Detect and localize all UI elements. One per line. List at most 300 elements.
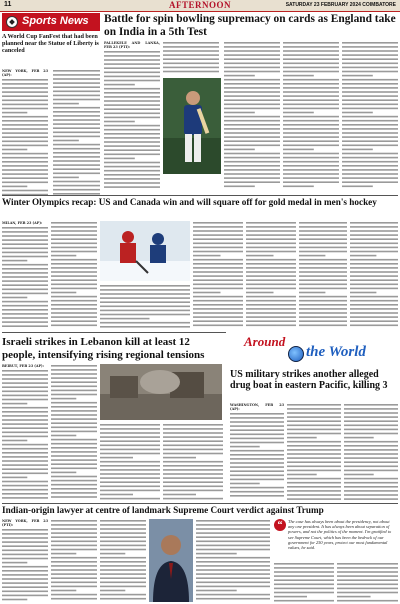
text-line: [2, 477, 27, 479]
text-line: [283, 91, 339, 93]
text-line: [299, 312, 347, 314]
text-line: [274, 584, 334, 586]
main-body-col3: [224, 41, 280, 189]
text-line: [299, 279, 347, 281]
text-line: [2, 599, 27, 601]
text-line: [2, 382, 48, 384]
text-line: [287, 461, 341, 463]
text-line: [163, 477, 223, 479]
text-line: [299, 247, 347, 249]
text-line: [274, 596, 307, 598]
text-line: [350, 234, 398, 236]
text-line: [287, 437, 317, 439]
text-line: [53, 123, 100, 125]
text-line: [344, 449, 398, 451]
text-line: [196, 553, 237, 555]
text-line: [342, 54, 398, 56]
text-line: [100, 445, 160, 447]
text-line: [350, 271, 398, 273]
text-line: [350, 300, 398, 302]
text-line: [51, 230, 97, 232]
body-text-lines: [2, 528, 48, 602]
text-line: [283, 153, 339, 155]
body-text-lines: [230, 412, 284, 501]
body-text-lines: [2, 78, 48, 196]
text-line: [193, 238, 243, 240]
text-line: [196, 532, 270, 534]
text-line: [196, 569, 270, 571]
text-line: [163, 486, 223, 488]
main-dateline: PALLEKELE AND LANKA, FEB 23 (PTI):: [104, 41, 160, 50]
body-text-lines: [342, 41, 398, 189]
lebanon-strike-photo: [100, 364, 222, 420]
text-line: [104, 186, 160, 188]
text-line: [2, 436, 48, 438]
text-line: [100, 524, 146, 526]
text-line: [2, 301, 48, 303]
pull-quote-text: The case has always been about the presidency, not about any one president. It has always been about separation of powers, and not the politics of the moment. I'm gratified to see Supreme Court, which has been the bedrock of our government for 250 years, protect our most fundamental values, he said.: [288, 519, 392, 551]
text-line: [51, 447, 97, 449]
text-line: [2, 256, 48, 258]
text-line: [283, 99, 339, 101]
text-line: [2, 440, 27, 442]
text-line: [2, 370, 48, 372]
sports-news-article: [2, 13, 100, 196]
text-line: [287, 416, 341, 418]
text-line: [193, 308, 243, 310]
text-line: [2, 493, 48, 495]
indian-dateline: NEW YORK, FEB 23 (PTI):: [2, 519, 48, 528]
text-line: [224, 112, 255, 114]
text-line: [100, 461, 160, 463]
text-line: [100, 494, 133, 496]
text-line: [2, 403, 27, 405]
body-text-lines: [283, 41, 339, 189]
text-line: [2, 562, 27, 564]
text-line: [104, 51, 160, 53]
text-line: [230, 454, 284, 456]
text-line: [51, 451, 97, 453]
text-line: [274, 588, 334, 590]
text-line: [51, 459, 97, 461]
text-line: [2, 260, 27, 262]
text-line: [2, 297, 27, 299]
text-line: [2, 186, 27, 188]
text-line: [224, 173, 280, 175]
text-line: [283, 124, 339, 126]
text-line: [2, 83, 48, 85]
text-line: [193, 263, 243, 265]
text-line: [224, 71, 280, 73]
text-line: [51, 402, 97, 404]
text-line: [100, 490, 160, 492]
text-line: [100, 457, 133, 459]
indian-lawyer-headline: Indian-origin lawyer at centre of landmark Supreme Court verdict against Trump: [2, 505, 324, 515]
text-line: [163, 432, 223, 434]
olympics-body-col4: [193, 221, 243, 329]
text-line: [100, 314, 190, 316]
text-line: [246, 255, 274, 257]
text-line: [163, 457, 196, 459]
text-line: [2, 423, 48, 425]
text-line: [342, 75, 373, 77]
text-line: [2, 468, 48, 470]
text-line: [51, 308, 97, 310]
text-line: [2, 182, 48, 184]
text-line: [342, 99, 398, 101]
text-line: [51, 582, 97, 584]
text-line: [2, 169, 48, 171]
text-line: [344, 412, 398, 414]
text-line: [224, 161, 280, 163]
text-line: [53, 144, 100, 146]
text-line: [287, 433, 341, 435]
text-line: [104, 55, 160, 57]
text-line: [51, 222, 97, 224]
body-text-lines: [53, 69, 100, 196]
text-line: [283, 169, 339, 171]
text-line: [2, 452, 48, 454]
text-line: [53, 160, 100, 162]
text-line: [246, 259, 296, 261]
text-line: [100, 285, 190, 287]
text-line: [350, 222, 398, 224]
text-line: [246, 243, 296, 245]
text-line: [53, 148, 100, 150]
text-line: [344, 429, 398, 431]
text-line: [51, 427, 97, 429]
text-line: [163, 58, 219, 60]
text-line: [163, 490, 223, 492]
text-line: [53, 78, 100, 80]
text-line: [230, 446, 260, 448]
text-line: [283, 149, 314, 151]
text-line: [51, 590, 76, 592]
text-line: [342, 112, 373, 114]
text-line: [104, 166, 160, 168]
text-line: [299, 230, 347, 232]
text-line: [230, 483, 260, 485]
text-line: [196, 594, 270, 596]
text-line: [51, 263, 97, 265]
text-line: [342, 149, 373, 151]
text-line: [51, 410, 97, 412]
text-line: [246, 247, 296, 249]
text-line: [53, 185, 100, 187]
text-line: [51, 594, 97, 596]
text-line: [2, 411, 48, 413]
text-line: [2, 153, 48, 155]
text-line: [224, 157, 280, 159]
text-line: [163, 465, 223, 467]
text-line: [104, 170, 160, 172]
text-line: [2, 280, 48, 282]
text-line: [342, 42, 398, 44]
text-line: [337, 596, 371, 598]
text-line: [51, 365, 97, 367]
text-line: [283, 46, 339, 48]
text-line: [350, 325, 398, 327]
text-line: [2, 460, 48, 462]
text-line: [230, 434, 284, 436]
text-line: [299, 259, 347, 261]
text-line: [53, 156, 100, 158]
text-line: [299, 226, 347, 228]
text-line: [283, 58, 339, 60]
text-line: [344, 408, 398, 410]
text-line: [51, 243, 97, 245]
text-line: [342, 186, 373, 188]
text-line: [350, 255, 376, 257]
text-line: [193, 279, 243, 281]
text-line: [344, 404, 398, 406]
text-line: [100, 289, 190, 291]
text-line: [2, 248, 48, 250]
text-line: [224, 116, 280, 118]
text-line: [196, 598, 270, 600]
text-line: [104, 72, 160, 74]
text-line: [163, 469, 223, 471]
text-line: [100, 453, 160, 455]
us-body-col1: [230, 403, 284, 501]
text-line: [53, 70, 100, 72]
text-line: [230, 442, 284, 444]
text-line: [350, 288, 398, 290]
text-line: [274, 600, 334, 602]
text-line: [104, 162, 160, 164]
text-line: [2, 272, 48, 274]
text-line: [246, 222, 296, 224]
text-line: [51, 492, 97, 494]
text-line: [100, 440, 160, 442]
text-line: [100, 536, 146, 538]
text-line: [104, 178, 160, 180]
text-line: [350, 296, 398, 298]
masthead-bar: [0, 0, 400, 12]
text-line: [287, 441, 341, 443]
text-line: [2, 293, 48, 295]
text-line: [224, 153, 280, 155]
text-line: [246, 296, 296, 298]
text-line: [53, 119, 100, 121]
text-line: [193, 226, 243, 228]
text-line: [283, 181, 339, 183]
text-line: [224, 42, 280, 44]
text-line: [350, 284, 398, 286]
text-line: [2, 289, 48, 291]
text-line: [100, 449, 160, 451]
text-line: [196, 577, 270, 579]
text-line: [193, 271, 243, 273]
text-line: [283, 42, 339, 44]
text-line: [2, 541, 48, 543]
around-label: Around: [244, 334, 286, 349]
text-line: [342, 120, 398, 122]
text-line: [100, 436, 160, 438]
text-line: [342, 91, 398, 93]
text-line: [2, 161, 48, 163]
text-line: [287, 486, 341, 488]
text-line: [53, 99, 100, 101]
body-text-lines: [246, 221, 296, 329]
us-dateline: WASHINGTON, FEB 23 (AP):: [230, 403, 284, 412]
text-line: [193, 251, 243, 253]
text-line: [2, 79, 48, 81]
text-line: [283, 112, 314, 114]
text-line: [104, 158, 135, 160]
text-line: [283, 108, 339, 110]
text-line: [193, 288, 243, 290]
text-line: [51, 414, 97, 416]
text-line: [100, 465, 160, 467]
text-line: [344, 457, 398, 459]
olympics-body-col2: [51, 221, 97, 329]
us-body-col2: [287, 403, 341, 501]
text-line: [283, 83, 339, 85]
text-line: [51, 312, 97, 314]
text-line: [51, 435, 76, 437]
text-line: [100, 549, 146, 551]
pull-quote: [274, 519, 398, 559]
israel-headline: Israeli strikes in Lebanon kill at least 12 people, intensifying rising regional tensions: [2, 336, 205, 361]
text-line: [2, 374, 48, 376]
text-line: [342, 165, 398, 167]
text-line: [51, 553, 76, 555]
text-line: [51, 536, 97, 538]
text-line: [342, 173, 398, 175]
body-text-lines: [2, 226, 48, 329]
text-line: [2, 116, 48, 118]
text-line: [163, 428, 223, 430]
body-text-lines: [2, 369, 48, 500]
text-line: [163, 498, 223, 500]
sports-body-col2: [53, 69, 100, 196]
text-line: [224, 177, 280, 179]
text-line: [344, 474, 374, 476]
text-line: [53, 177, 79, 179]
text-line: [350, 292, 376, 294]
text-line: [246, 251, 296, 253]
text-line: [246, 267, 296, 269]
text-line: [224, 95, 280, 97]
text-line: [104, 145, 160, 147]
text-line: [196, 549, 270, 551]
text-line: [342, 153, 398, 155]
text-line: [104, 68, 160, 70]
text-line: [350, 247, 398, 249]
text-line: [2, 550, 48, 552]
lawyer-portrait-photo: [149, 519, 193, 602]
text-line: [51, 247, 97, 249]
text-line: [104, 121, 135, 123]
text-line: [163, 436, 223, 438]
text-line: [342, 46, 398, 48]
text-line: [2, 108, 48, 110]
text-line: [283, 104, 339, 106]
text-line: [350, 279, 398, 281]
text-line: [274, 567, 334, 569]
text-line: [2, 595, 48, 597]
text-line: [299, 238, 347, 240]
text-line: [230, 462, 284, 464]
text-line: [2, 243, 48, 245]
text-line: [100, 432, 160, 434]
text-line: [193, 247, 243, 249]
text-line: [2, 235, 48, 237]
text-line: [287, 457, 341, 459]
text-line: [51, 238, 97, 240]
text-line: [2, 325, 48, 327]
text-line: [104, 150, 160, 152]
text-line: [283, 165, 339, 167]
text-line: [100, 561, 146, 563]
text-line: [100, 565, 146, 567]
text-line: [163, 46, 219, 48]
text-line: [337, 584, 398, 586]
indian-body-col4: [196, 519, 270, 602]
text-line: [342, 63, 398, 65]
body-text-lines: [100, 519, 146, 602]
text-line: [230, 495, 284, 497]
text-line: [283, 54, 339, 56]
sports-body-col1: [2, 69, 48, 196]
text-line: [53, 132, 100, 134]
text-line: [342, 161, 398, 163]
text-line: [2, 120, 48, 122]
section-divider: [2, 195, 398, 196]
text-line: [193, 284, 243, 286]
text-line: [51, 325, 97, 327]
text-line: [344, 466, 398, 468]
text-line: [2, 157, 48, 159]
text-line: [287, 453, 341, 455]
text-line: [299, 308, 347, 310]
text-line: [287, 470, 341, 472]
text-line: [193, 304, 243, 306]
text-line: [344, 420, 398, 422]
text-line: [193, 320, 243, 322]
text-line: [53, 173, 100, 175]
text-line: [100, 326, 190, 328]
text-line: [2, 87, 48, 89]
text-line: [104, 141, 160, 143]
text-line: [53, 168, 100, 170]
text-line: [350, 267, 398, 269]
text-line: [299, 288, 347, 290]
text-line: [224, 136, 280, 138]
text-line: [230, 421, 284, 423]
issue-date: SATURDAY 23 FEBRUARY 2024 COIMBATORE: [285, 2, 396, 8]
text-line: [51, 406, 97, 408]
text-line: [344, 433, 398, 435]
text-line: [283, 50, 339, 52]
israel-body-col1: [2, 364, 48, 500]
text-line: [53, 95, 100, 97]
text-line: [100, 318, 150, 320]
text-line: [2, 96, 48, 98]
text-line: [104, 174, 160, 176]
text-line: [104, 80, 160, 82]
text-line: [51, 300, 97, 302]
text-line: [337, 600, 398, 602]
text-line: [342, 50, 398, 52]
olympics-body-col5: [246, 221, 296, 329]
text-line: [283, 116, 339, 118]
text-line: [163, 453, 223, 455]
text-line: [287, 412, 341, 414]
text-line: [163, 71, 219, 73]
text-line: [51, 394, 97, 396]
